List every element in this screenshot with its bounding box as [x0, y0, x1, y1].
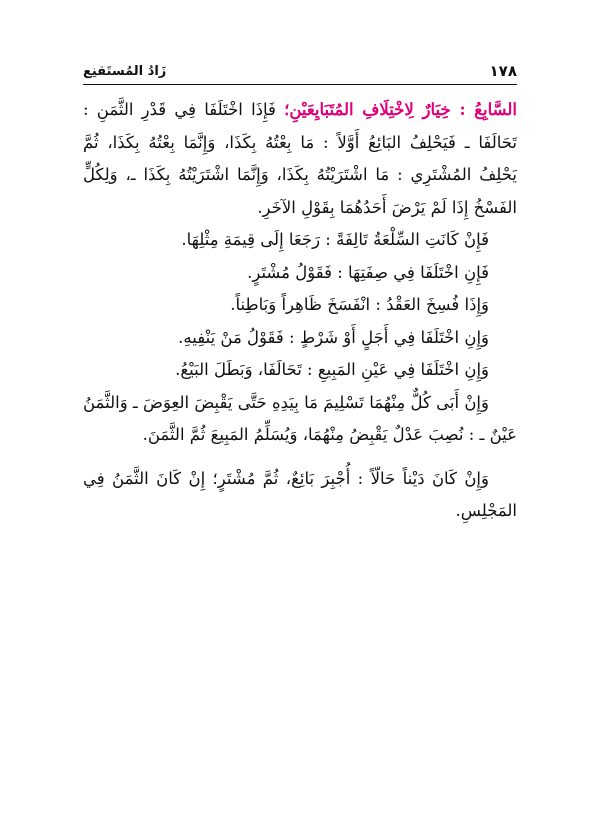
paragraph-description-dispute: فَإِنِ اخْتَلَفَا فِي صِفَتِهَا : فَقَوْلُ مُشْتَرٍ.: [247, 262, 489, 282]
paragraph-contract-rescinded: وَإِذَا فُسِخَ العَقْدُ : انْفَسَخَ ظَاهِراً وَبَاطِناً.: [230, 295, 489, 314]
header-divider: [83, 84, 517, 85]
paragraph-item-identity-dispute: وَإِنِ اخْتَلَفَا فِي عَيْنِ المَبِيعِ : تَحَالَفَا، وَبَطَلَ البَيْعُ.: [175, 360, 489, 379]
paragraph-damaged-goods: فَإِنْ كَانَتِ السِّلْعَةُ تَالِفَةً : رَجَعَا إِلَى قِيمَةِ مِثْلِهَا.: [181, 230, 489, 249]
paragraph-term-condition-dispute: وَإِنِ اخْتَلَفَا فِي أَجَلٍ أَوْ شَرْطٍ : فَقَوْلُ مَنْ يَنْفِيهِ.: [178, 327, 489, 347]
section-intro-text: فَإِذَا اخْتَلَفَا فِي قَدْرِ الثَّمَنِ : تَحَالَفَا ـ فَيَحْلِفُ البَائِعُ أَوَّلاً : مَا بِعْتُهُ بِكَذَا، وَإِنَّمَا بِعْتُهُ بِكَذَا، ثُمَّ يَحْلِفُ المُشْتَرِي : مَا اشْتَرَيْتُهُ بِكَذَا، وَإِنَّمَا اشْتَرَيْتُهُ بِكَذَا ـ، وَلِكُلٍّ الفَسْخُ إِذَا لَمْ يَرْضَ أَحَدُهُمَا بِقَوْلِ الآخَرِ.: [83, 100, 517, 217]
section-heading: السَّابِعُ : خِيَارٌ لِاخْتِلَافِ المُتَبَايِعَيْنِ؛: [284, 100, 517, 119]
running-title: زَادُ المُستَقنِع: [83, 64, 167, 79]
page-body: [83, 94, 517, 528]
section-paragraph: [83, 94, 517, 224]
paragraph-refusal-to-deliver: وَإِنْ أَبَى كُلٌّ مِنْهُمَا تَسْلِيمَ مَا بِيَدِهِ حَتَّى يَقْبِضَ العِوَضَ ـ وَالثَّمَنُ عَيْنٌ ـ : نُصِبَ عَدْلٌ يَقْبِضُ مِنْهُمَا، وَيُسَلِّمُ المَبِيعَ ثُمَّ الثَّمَنَ.: [83, 392, 517, 444]
page-number: ١٧٨: [489, 62, 517, 80]
paragraph-immediate-debt: وَإِنْ كَانَ دَيْناً حَالّاً : أُجْبِرَ بَائِعٌ، ثُمَّ مُشْتَرٍ؛ إِنْ كَانَ الثَّمَنُ فِي المَجْلِسِ.: [83, 468, 517, 520]
page-header: [83, 62, 517, 84]
